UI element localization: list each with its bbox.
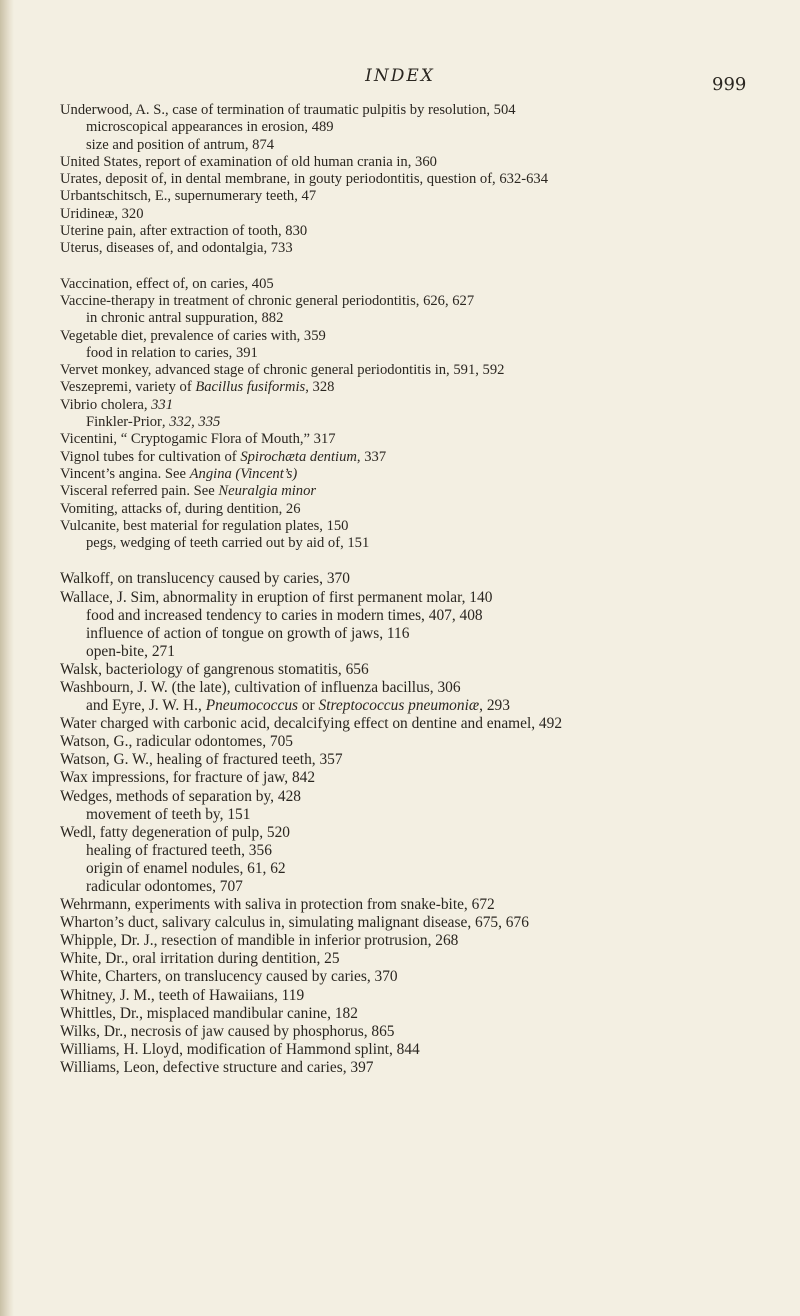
index-entry: Wharton’s duct, salivary calculus in, simulating malignant disease, 675, 676 bbox=[60, 914, 529, 932]
index-entry: Vaccine-therapy in treatment of chronic general periodontitis, 626, 627 bbox=[60, 292, 475, 309]
index-entry: United States, report of examination of old human crania in, 360 bbox=[60, 153, 437, 170]
index-entry: Whipple, Dr. J., resection of mandible in inferior protrusion, 268 bbox=[60, 932, 459, 950]
index-entry: Uridineæ, 320 bbox=[60, 205, 144, 222]
index-entry: Watson, G. W., healing of fractured teeth, 357 bbox=[60, 751, 343, 769]
index-subentry: influence of action of tongue on growth of jaws, 116 bbox=[86, 624, 410, 642]
index-entry: Water charged with carbonic acid, decalcifying effect on dentine and enamel, 492 bbox=[60, 715, 563, 733]
index-section-v bbox=[60, 276, 770, 553]
index-entry: Vegetable diet, prevalence of caries with, 359 bbox=[60, 327, 326, 344]
index-entry: Williams, Leon, defective structure and caries, 397 bbox=[60, 1058, 374, 1076]
index-subentry: healing of fractured teeth, 356 bbox=[86, 841, 272, 859]
index-subentry: microscopical appearances in erosion, 489 bbox=[86, 119, 334, 136]
index-subentry: Finkler-Prior, 332, 335 bbox=[86, 414, 221, 431]
index-entry: Vulcanite, best material for regulation plates, 150 bbox=[60, 517, 349, 534]
index-entry: Urbantschitsch, E., supernumerary teeth, 47 bbox=[60, 188, 317, 205]
index-entry: Washbourn, J. W. (the late), cultivation of influenza bacillus, 306 bbox=[60, 678, 461, 696]
index-subentry: food in relation to caries, 391 bbox=[86, 344, 258, 361]
index-section-w bbox=[60, 570, 770, 1077]
index-entry: Wedl, fatty degeneration of pulp, 520 bbox=[60, 823, 290, 841]
index-entry: Watson, G., radicular odontomes, 705 bbox=[60, 733, 293, 751]
index-entry: Wallace, J. Sim, abnormality in eruption of first permanent molar, 140 bbox=[60, 588, 493, 606]
page-binding-edge bbox=[0, 0, 14, 1316]
index-subentry: radicular odontomes, 707 bbox=[86, 878, 243, 896]
index-entry: Wilks, Dr., necrosis of jaw caused by phosphorus, 865 bbox=[60, 1022, 395, 1040]
index-entry: Vicentini, “ Cryptogamic Flora of Mouth,” 317 bbox=[60, 431, 336, 448]
index-entry: Uterus, diseases of, and odontalgia, 733 bbox=[60, 240, 293, 257]
index-entry: Whittles, Dr., misplaced mandibular canine, 182 bbox=[60, 1004, 358, 1022]
index-entry: Wedges, methods of separation by, 428 bbox=[60, 787, 301, 805]
index-entry: Vervet monkey, advanced stage of chronic general periodontitis in, 591, 592 bbox=[60, 362, 505, 379]
index-entry: Vibrio cholera, 331 bbox=[60, 396, 174, 413]
index-entry: Vignol tubes for cultivation of Spirochæta dentium, 337 bbox=[60, 448, 387, 465]
index-entry: Veszepremi, variety of Bacillus fusiformis, 328 bbox=[60, 379, 335, 396]
index-entry: Vaccination, effect of, on caries, 405 bbox=[60, 275, 274, 292]
index-entry: Vomiting, attacks of, during dentition, 26 bbox=[60, 500, 301, 517]
index-subentry: pegs, wedging of teeth carried out by aid of, 151 bbox=[86, 535, 370, 552]
running-header: INDEX bbox=[365, 66, 435, 86]
index-section-u bbox=[60, 102, 770, 258]
index-subentry: movement of teeth by, 151 bbox=[86, 805, 251, 823]
index-entry: Williams, H. Lloyd, modification of Hammond splint, 844 bbox=[60, 1040, 420, 1058]
index-subentry: open-bite, 271 bbox=[86, 642, 175, 660]
index-subentry: size and position of antrum, 874 bbox=[86, 136, 275, 153]
index-entry: Vincent’s angina. See Angina (Vincent’s) bbox=[60, 465, 298, 482]
index-entry: Wehrmann, experiments with saliva in protection from snake-bite, 672 bbox=[60, 896, 495, 914]
index-subentry: origin of enamel nodules, 61, 62 bbox=[86, 859, 286, 877]
index-subentry: food and increased tendency to caries in modern times, 407, 408 bbox=[86, 606, 483, 624]
index-body bbox=[60, 102, 770, 1077]
page-number: 999 bbox=[712, 74, 747, 95]
index-entry: Whitney, J. M., teeth of Hawaiians, 119 bbox=[60, 986, 305, 1004]
index-entry: Visceral referred pain. See Neuralgia minor bbox=[60, 483, 317, 500]
index-entry: White, Dr., oral irritation during dentition, 25 bbox=[60, 950, 340, 968]
index-subentry: in chronic antral suppuration, 882 bbox=[86, 310, 284, 327]
index-entry: Uterine pain, after extraction of tooth, 830 bbox=[60, 223, 308, 240]
index-entry: Urates, deposit of, in dental membrane, in gouty periodontitis, question of, 632-634 bbox=[60, 171, 548, 188]
index-subentry: and Eyre, J. W. H., Pneumococcus or Streptococcus pneumoniæ, 293 bbox=[86, 697, 510, 715]
index-entry: Underwood, A. S., case of termination of traumatic pulpitis by resolution, 504 bbox=[60, 102, 516, 118]
index-entry: Walsk, bacteriology of gangrenous stomatitis, 656 bbox=[60, 660, 369, 678]
index-entry: Wax impressions, for fracture of jaw, 842 bbox=[60, 769, 316, 787]
index-entry: White, Charters, on translucency caused by caries, 370 bbox=[60, 968, 398, 986]
index-entry: Walkoff, on translucency caused by caries, 370 bbox=[60, 570, 350, 588]
